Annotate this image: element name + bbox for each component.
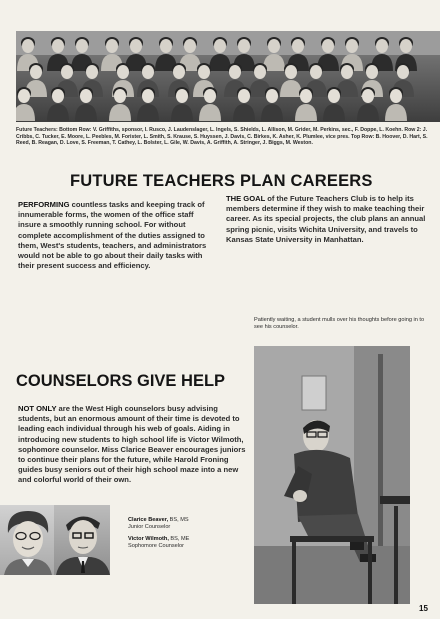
group-member-body [199, 104, 221, 121]
group-member-body [47, 104, 69, 121]
page-number: 15 [419, 604, 428, 613]
victor-wilmoth-portrait [54, 505, 110, 575]
group-member-body [209, 54, 231, 71]
group-member-face [106, 39, 118, 53]
group-member-face [292, 39, 304, 53]
group-member-face [390, 89, 402, 103]
clarice-beaver-portrait [0, 505, 56, 575]
group-member-body [280, 80, 302, 97]
group-member-face [238, 89, 250, 103]
group-member-body [171, 104, 193, 121]
group-member-face [114, 89, 126, 103]
group-member-body [109, 104, 131, 121]
counselors-text: are the West High counselors busy advising students, but an enormous amount of their time is devoted to leading each individual through his web of goals. Aiding in introducing new students to high school life is Victor Wilmoth, sophomore counselor. Miss Clarice Beaver encourages juniors to continue their plans for the future, while Harold Froning guides busy seniors out of their high school maze into a new and colorful world of their own. [18, 404, 246, 485]
group-member-face [30, 65, 42, 79]
group-member-face [18, 89, 30, 103]
group-member-face [254, 65, 266, 79]
group-member-face [160, 39, 172, 53]
group-member-face [184, 39, 196, 53]
office-staff-lead: PERFORMING [18, 200, 70, 209]
group-member-face [176, 89, 188, 103]
group-member-body [323, 104, 345, 121]
group-member-face [61, 65, 73, 79]
group-member-body [137, 104, 159, 121]
group-photo-caption: Future Teachers: Bottom Row: V. Griffiths, sponsor, I. Rusco, J. Laudenslager, L. Ingels, S. Shields, L. Allison, M. Grider, M. Perkins, sec., F. Doppe, L. Koehn. Row 2: J. Cribbs, C. Tucker, E. Moore, L. Peebles, M. Forister, L. Smith, S. Krause, S. Huyssen, J. Davis, C. Birkes, K. Asher, K. Plumlee, vice pres. Top Row: B. Hoover, D. Hart, S. Reed, B. Reagan, D. Love, S. Freeman, T. Cathey, L. Bolster, L. Gile, W. Davis, A. Griffith, A. Stringer, J. Biggs, M. Weston. [16, 127, 428, 147]
group-member-face [229, 65, 241, 79]
group-member-body [261, 104, 283, 121]
group-member-face [130, 39, 142, 53]
group-member-face [362, 89, 374, 103]
wilmoth-name: Victor Wilmoth, [128, 536, 169, 542]
group-member-face [285, 65, 297, 79]
student-photo-caption: Patiently waiting, a student mulls over his thoughts before going in to see his counselor. [254, 317, 425, 331]
beaver-title: Junior Counselor [128, 524, 171, 530]
group-member-face [366, 65, 378, 79]
group-member-body [385, 104, 407, 121]
office-staff-text: countless tasks and keeping track of innumerable forms, the women of the office staff insure a smoothly running school. For without complete accomplishment of the duties assigned to them, West's students, teachers, and administrators would not be able to go about their daily tasks with their present success and efficiency. [18, 200, 207, 271]
waiting-student-photo [254, 346, 410, 604]
wilmoth-credit [128, 536, 189, 550]
group-member-face [268, 39, 280, 53]
wilmoth-portrait-figure [54, 505, 110, 575]
group-member-face [310, 65, 322, 79]
group-member-face [397, 65, 409, 79]
group-member-body [233, 104, 255, 121]
waiting-student-illustration [254, 346, 410, 604]
group-member-face [341, 65, 353, 79]
group-member-body [295, 104, 317, 121]
group-member-body [357, 104, 379, 121]
group-photo-figures [16, 31, 440, 122]
group-member-face [198, 65, 210, 79]
group-member-face [173, 65, 185, 79]
future-teachers-text: of the Future Teachers Club is to help its members determine if they wish to make teaching their career. As its special projects, the club plans an annual spring picnic, visits Wichita University, and travels to Kansas State University in Manhattan. [226, 194, 426, 244]
future-teachers-group-photo [16, 31, 440, 122]
group-member-body [75, 104, 97, 121]
beaver-portrait-figure [0, 505, 56, 575]
group-member-face [22, 39, 34, 53]
group-member-face [142, 89, 154, 103]
future-teachers-headline: FUTURE TEACHERS PLAN CAREERS [70, 172, 373, 190]
group-member-face [328, 89, 340, 103]
group-member-face [142, 65, 154, 79]
group-member-face [80, 89, 92, 103]
future-teachers-paragraph [226, 194, 426, 245]
counselors-headline: COUNSELORS GIVE HELP [16, 372, 226, 390]
group-member-face [300, 89, 312, 103]
counselors-lead: NOT ONLY [18, 404, 57, 413]
office-staff-paragraph [18, 200, 210, 271]
group-member-face [214, 39, 226, 53]
beaver-credit [128, 517, 189, 531]
group-member-face [117, 65, 129, 79]
group-member-face [52, 89, 64, 103]
group-member-face [266, 89, 278, 103]
wilmoth-degree: BS, ME [168, 536, 190, 542]
counselors-paragraph [18, 404, 248, 486]
group-member-face [52, 39, 64, 53]
group-member-face [204, 89, 216, 103]
beaver-name: Clarice Beaver, [128, 517, 169, 523]
group-member-face [76, 39, 88, 53]
group-member-body [16, 104, 35, 121]
group-member-face [322, 39, 334, 53]
group-member-face [346, 39, 358, 53]
group-member-face [376, 39, 388, 53]
future-teachers-lead: THE GOAL [226, 194, 266, 203]
beaver-degree: BS, MS [168, 517, 189, 523]
group-member-face [86, 65, 98, 79]
group-member-face [400, 39, 412, 53]
group-member-face [238, 39, 250, 53]
wilmoth-title: Sophomore Counselor [128, 543, 184, 549]
